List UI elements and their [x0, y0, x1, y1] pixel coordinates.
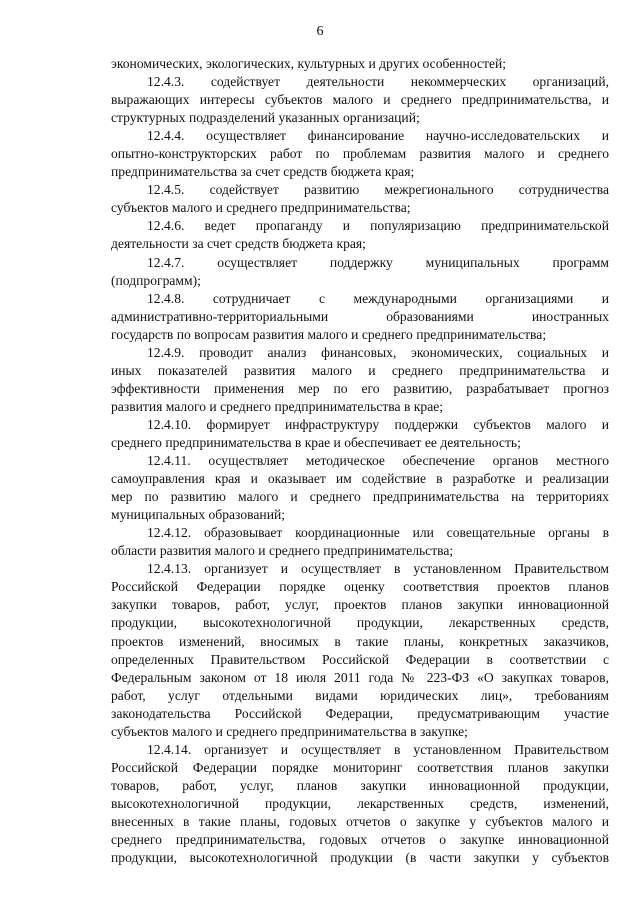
text-line: законодательства Российской Федерации, предусматривающим участие	[111, 705, 609, 721]
text-line: структурных подразделений указанных организаций;	[111, 110, 420, 126]
text-line: экономических, экологических, культурных и других особенностей;	[111, 56, 507, 71]
text-line: 12.4.14. организует и осуществляет в установленном Правительством	[147, 741, 609, 757]
text-line: 12.4.9. проводит анализ финансовых, экономических, социальных и	[147, 344, 609, 360]
text-line: 12.4.8. сотрудничает с международными организациями и	[147, 290, 609, 306]
text-line: опытно-конструкторских работ по проблемам развития малого и среднего	[111, 146, 609, 162]
text-line: деятельности за счет средств бюджета края;	[111, 236, 366, 252]
text-line: эффективности применения мер по его развитию, разрабатывает прогноз	[111, 380, 609, 396]
text-line: Российской Федерации порядке мониторинг соответствия планов закупки	[111, 759, 609, 775]
text-line: административно-территориальными образованиями иностранных	[111, 308, 609, 324]
text-line: 12.4.6. ведет пропаганду и популяризацию предпринимательской	[147, 218, 609, 234]
text-line: самоуправления края и оказывает им содействие в разработке и реализации	[111, 471, 609, 487]
text-line: определенных Правительством Российской Федерации в соответствии с	[111, 651, 609, 667]
text-line: мер по развитию малого и среднего предпринимательства на территориях	[111, 489, 609, 505]
text-line: высокотехнологичной продукции, лекарственных средств, изменений,	[111, 795, 609, 811]
text-line: 12.4.12. образовывает координационные или совещательные органы в	[147, 525, 609, 541]
text-line: области развития малого и среднего предпринимательства;	[111, 543, 454, 559]
text-line: внесенных в такие планы, годовых отчетов о закупке у субъектов малого и	[111, 813, 609, 829]
text-line: 12.4.13. организует и осуществляет в установленном Правительством	[147, 561, 609, 577]
document-body	[111, 55, 609, 867]
text-line: 12.4.4. осуществляет финансирование научно-исследовательских и	[147, 128, 609, 144]
page-number: 6	[316, 24, 324, 39]
text-line: развития малого и среднего предпринимательства в крае;	[111, 398, 444, 414]
text-line: 12.4.7. осуществляет поддержку муниципальных программ	[147, 254, 609, 270]
text-line: предпринимательства за счет средств бюджета края;	[111, 164, 415, 180]
text-line: продукции, высокотехнологичной продукции (в части закупки у субъектов	[111, 850, 609, 866]
text-line: проектов изменений, вносимых в такие планы, конкретных заказчиков,	[111, 633, 609, 649]
text-line: 12.4.11. осуществляет методическое обеспечение органов местного	[147, 453, 609, 469]
text-line: 12.4.5. содействует развитию межрегионального сотрудничества	[147, 182, 609, 198]
text-line: 12.4.3. содействует деятельности некоммерческих организаций,	[147, 74, 609, 90]
text-line: работ, услуг отдельными видами юридических лиц», требованиям	[111, 687, 609, 703]
text-line: 12.4.10. формирует инфраструктуру поддержки субъектов малого и	[147, 416, 609, 432]
text-line: выражающих интересы субъектов малого и среднего предпринимательства, и	[111, 92, 609, 108]
text-line: муниципальных образований;	[111, 507, 286, 523]
text-line: субъектов малого и среднего предпринимательства;	[111, 200, 411, 216]
text-line: закупки товаров, работ, услуг, проектов планов закупки инновационной	[111, 597, 609, 613]
text-line: иных показателей развития малого и среднего предпринимательства и	[111, 362, 609, 378]
text-line: товаров, работ, услуг, планов закупки инновационной продукции,	[111, 777, 609, 793]
text-line: субъектов малого и среднего предпринимательства в закупке;	[111, 723, 468, 739]
text-line: (подпрограмм);	[111, 272, 201, 288]
text-line: среднего предпринимательства, годовых отчетов о закупке инновационной	[111, 832, 609, 848]
text-line: среднего предпринимательства в крае и обеспечивает ее деятельность;	[111, 434, 521, 450]
text-line: продукции, высокотехнологичной продукции, лекарственных средств,	[111, 615, 609, 631]
text-line: Федеральным законом от 18 июля 2011 года № 223-ФЗ «О закупках товаров,	[111, 669, 609, 685]
text-line: Российской Федерации порядке оценку соответствия проектов планов	[111, 579, 609, 595]
text-line: государств по вопросам развития малого и среднего предпринимательства;	[111, 326, 547, 342]
